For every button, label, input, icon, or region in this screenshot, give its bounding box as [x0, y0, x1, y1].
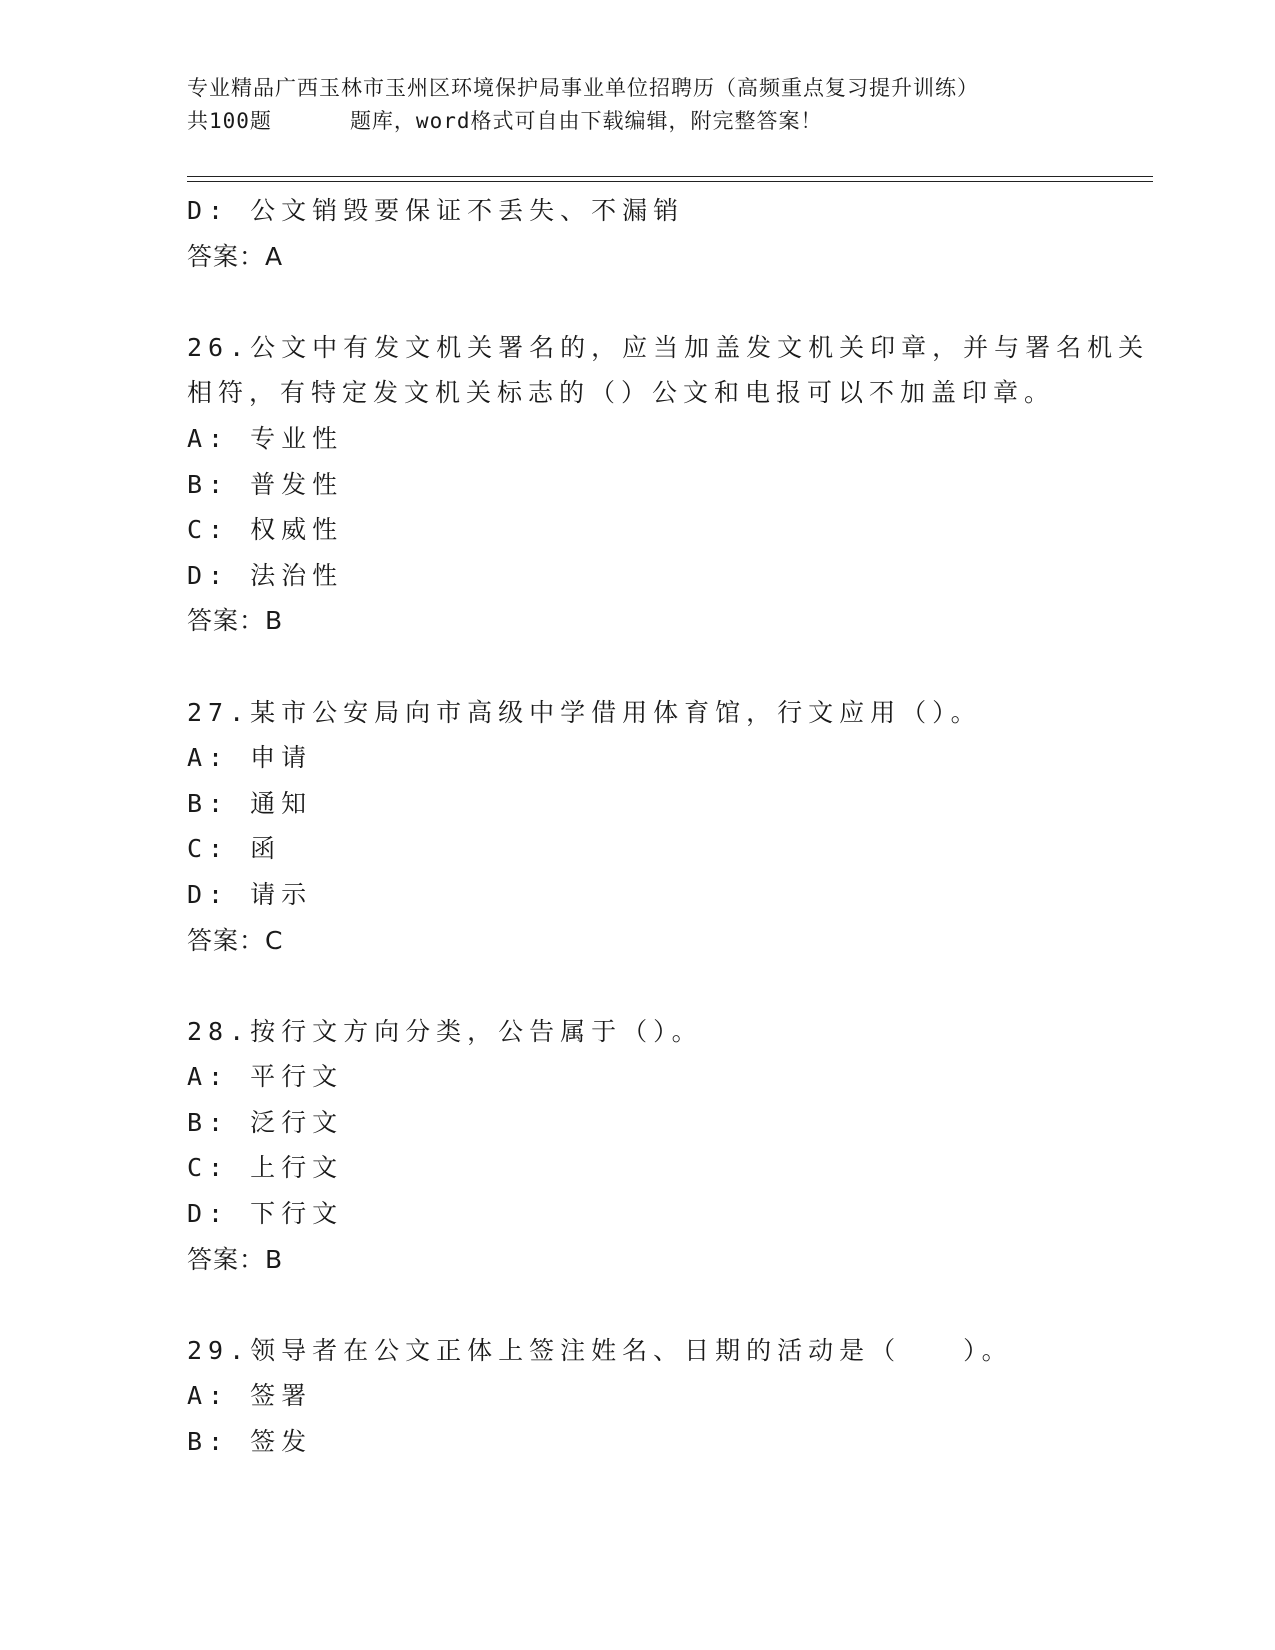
document-header	[187, 72, 1087, 138]
answer: 答案：C	[187, 925, 284, 955]
option-c: C: 权威性	[187, 515, 344, 545]
option-a: A: 平行文	[187, 1062, 344, 1092]
header-title-line2	[187, 105, 1087, 138]
option-d: D: 下行文	[187, 1199, 344, 1229]
option-a: A: 专业性	[187, 423, 344, 453]
question-29	[187, 1328, 1087, 1465]
question-stem: 27.某市公安局向市高级中学借用体育馆，行文应用（）。	[187, 697, 982, 727]
header-divider-bottom	[187, 181, 1153, 182]
option-a: A: 签署	[187, 1381, 313, 1411]
question-27	[187, 690, 1087, 964]
header-divider-top	[187, 176, 1153, 177]
option-c: C: 函	[187, 834, 282, 864]
option-a: A: 申请	[187, 743, 313, 773]
question-stem: 28.按行文方向分类，公告属于（）。	[187, 1016, 703, 1046]
prev-question-option-d: D: 公文销毁要保证不丢失、不漏销	[187, 196, 685, 225]
answer: 答案：B	[187, 606, 284, 636]
option-b: B: 普发性	[187, 469, 344, 499]
question-stem: 26.公文中有发文机关署名的，应当加盖发文机关印章，并与署名机关	[187, 332, 1150, 362]
question-26	[187, 325, 1150, 644]
prev-question-answer: 答案：A	[187, 241, 284, 271]
header-description: 题库，word格式可自由下载编辑，附完整答案！	[349, 109, 823, 133]
option-d: D: 请示	[187, 879, 313, 909]
option-b: B: 通知	[187, 788, 313, 818]
option-d: D: 法治性	[187, 560, 344, 590]
header-question-count: 共100题	[187, 109, 272, 133]
option-c: C: 上行文	[187, 1153, 344, 1183]
question-stem: 29.领导者在公文正体上签注姓名、日期的活动是（ ）。	[187, 1335, 1013, 1365]
option-b: B: 泛行文	[187, 1107, 344, 1137]
answer: 答案：B	[187, 1244, 284, 1274]
option-b: B: 签发	[187, 1427, 313, 1457]
question-list	[187, 188, 1150, 1465]
question-28	[187, 1009, 1087, 1283]
header-title-line1: 专业精品广西玉林市玉州区环境保护局事业单位招聘历（高频重点复习提升训练）	[187, 76, 979, 100]
question-stem-continued: 相符，有特定发文机关标志的（）公文和电报可以不加盖印章。	[187, 378, 1056, 408]
